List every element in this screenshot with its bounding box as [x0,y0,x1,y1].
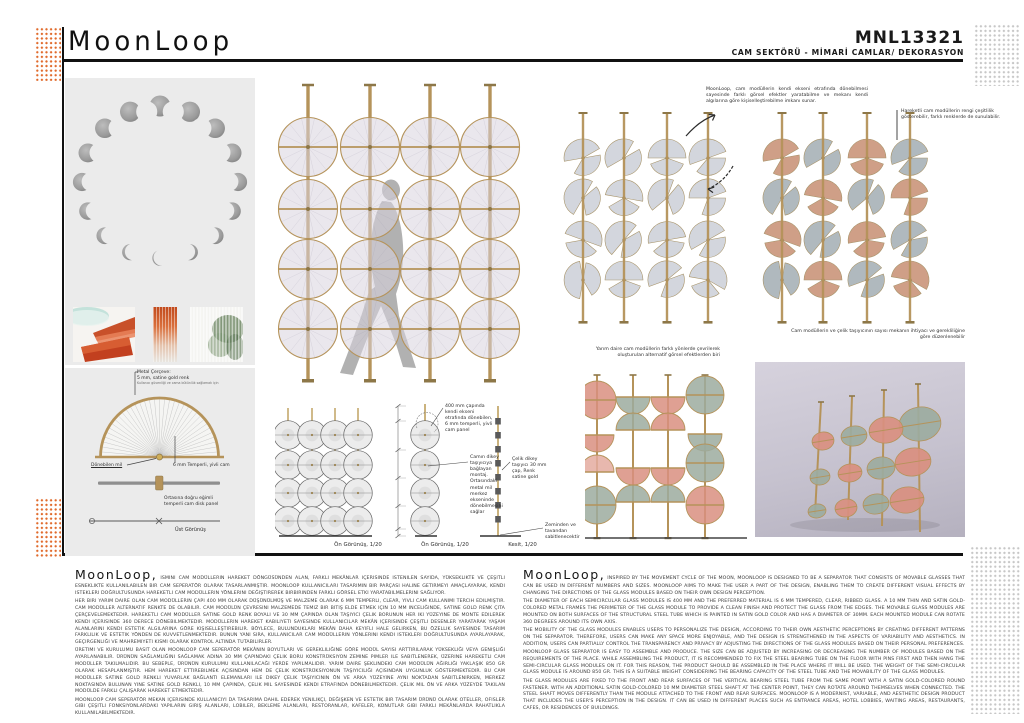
fan-top-view-label: Üst Görünüş [175,527,206,533]
category-subtitle: CAM SEKTÖRÜ - MİMARİ CAMLAR/ DEKORASYON [731,48,964,57]
steel-carrier-note: Çelik dikey taşıyıcı 30 mm çap, Renk satine gold [512,457,547,481]
dot-pattern-bottom-right [970,546,1020,714]
front-grid-scale-label: Ön Görünüş, 1/20 [334,542,382,548]
moon-panel [65,78,255,365]
material-photo-ribbed-orange [153,307,177,362]
front-single-scale-label: Ön Görünüş, 1/20 [421,542,469,548]
rotation-note: MoonLoop, cam modüllerin kendi ekseni etrafında dönebilmesi sayesinde farklı görsel efektler yaratabilme ve mekanı kendi algılarına göre kişiselleştirebilme imkanı sunar. [706,87,868,105]
logo: MoonLoop [68,26,234,58]
fan-pivot-label: Dönebilen mil [91,463,123,468]
color-note: Hareketli cam modüllerin rengi çeşitlilik gösterebilir, farklı renklerde de sunulabilir. [901,109,1001,121]
description-turkish: MoonLoop, ISMINI CAM MODÜLLERIN HAREKET DÖNGÜSÜNDEN ALAN, FARKLI MEKÂNLAR IÇERISINDE ISTENILEN SAYIDA, YÜKSEKLIKTE VE ÇEŞITLI ESNEKLIKTE KULLANILABILEN BIR CAM SEPERATÖR OLARAK TASARLANMIŞTIR. MOONLOOP KULLANICILARI TASARIMIN BIR PARÇASI HALINE GETIRMEYI AMAÇLAYARAK, KENDI ISTEKLERI DOĞRULTUSUNDA HAREKETLI CAM MODÜLLERIN YÖNLERINI DEĞIŞTIREREK BIRBIRINDEN FARKLI GÖRSEL ETKI YARATABILMELERINI SAĞLIYOR. HER BIRI YARIM DAIRE OLAN CAM MODÜLLERIN ÇAPI 400 MM OLARAK DÜŞÜNÜLMÜŞ VE MALZEME OLARAK 6 MM TEMPERLI, CLEAR, YIVLI CAM KULLANIMI TERCIH EDILMIŞTIR. CAM MODÜLLER ALTERNATIF RENKTE DE OLABILIR. CAM MODÜLÜN ÇEVRESINI MALZEMEDE TEMIZ BIR BITIŞ ELDE ETMEK IÇIN 10 MM INCELIĞINDE, SATINE GOLD RENK ÇITA ÇERÇEVELEMEKTEDIR. HAREKETLI CAM MODÜLLER SATINE GOLD RENK BOYALI VE 30 MM ÇAPINDA OLAN TAŞIYICI ÇELIK BORUNUN HER IKI YÜZEYINE DE MONTE EDILEREK KENDI IÇERISINDE 360 DERECE DÖNEBILMEKTEDIR. MODÜLLERIN HAREKET KABILIYETI SAYESINDE KULLANICILAR MEKÂN IÇERISINDE ÇEŞITLI DESENLER YARATARAK YAŞAM ALANLARINI KENDI ESTETIK ALGILARINA GÖRE KIŞISELLEŞTIREBILIR. BÖYLECE, BULUNDUKLARI MEKÂN DAHA KEYIFLI HALE GELIRKEN, BU ÖZELLIK SAYESINDE TASARIM FARKLILIK VE ESTETIK YÖNDEN DE KUVVETLENMEKTEDIR. BUNUN YANI SIRA, KULLANICILAR CAM MODÜLLERIN YÖNLERINI KENDI ISTEKLERI DOĞRULTUSUNDA AYARLAYARAK, GEÇIRGENLIĞI VE MAHREMIYETI KISMI OLARAK KONTROL ALTINDA TUTABILIRLER. ÜRETIMI VE KURULUMU BASIT OLAN MOONLOOP CAM SEPERATÖR MEKÂNIN BOYUTLARI VE GEREKLILIĞINE GÖRE MODÜL SAYISI ARTTIRILARAK YÜKSEKLIĞI VEYA GENIŞLIĞI AYARLANABILIR. ÜRÜNÜN SAĞLAMLIĞINI SAĞLAMAK ADINA 30 MM ÇAPINDAKI ÇELIK BORU KONSTRÜKSIYON ZEMINE PIMLER ILE SABITLENEREK, ÜZERINE HAREKETLI CAM MODÜLLER TAKILMALIDIR. BU SEBEPLE, ÜRÜNÜN KURULUMU KULLANILACAĞI YERDE YAPILMALIDIR. YARIM DAIRE ŞEKLINDEKI CAM MODÜLÜN AĞIRLIĞI YAKLAŞIK 850 GR OLARAK HESAPLANMIŞTIR. HEM HAREKET ETTIREBILMEK AÇISINDAN HEM DE ÇELIK KONSTRÜKSIYONUN TAŞIYICILIĞI AÇISINDAN UYGUNLUK GÖSTERMEKTEDIR. BU CAM MODÜLLER SATINE GOLD RENKLI YUVARLAK BAĞLANTI ELEMANLARI ILE DIKEY ÇELIK TAŞIYICININ ÖN VE ARKA YÜZEYINE AYNI NOKTADAN SABITLENIRKEN, MERKEZ NOKTASINDA BULUNAN YINE SATINE GOLD RENKLI, 10 MM ÇAPINDA, ÇELIK MIL SAYESINDE KENDI ETRAFINDA DÖNEBILMEKTEDIR. ÇELIK MIL ÖN VE ARKA YÜZEYDE TAKILAN MODÜLDE FARKLI ÇALIŞARAK HAREKET ETMEKTEDIR. MOONLOOP CAM SEPERATÖR MEKAN IÇERISINDE KULLANICIYI DA TASARIMA DAHIL EDEREK YENILIKÇI, DEĞIŞKEN VE ESTETIK BIR TASARIM ÜRÜNÜ OLARAK OTELLER, OFISLER GIBI ÇEŞITLI FONKSIYONLARDAKI YAPILARIN GIRIŞ ALANLARI, LOBILER, BEKLEME ALANLARI, RESTORANLAR, KAFELER, KONUTLAR GIBI FARKLI MEKÂNLARDA RAHATLIKLA KULLANILABILMEKTEDIR. [75,567,505,717]
header-rule [62,59,963,62]
fan-frame-label: Metal Çerçeve: 5 mm, satine gold renk Kullanıcı güvenliği ve cama bütünlük sağlamak için [137,370,219,386]
fan-glass-label: 6 mm Temperli, yivli cam [173,463,230,468]
panel-dimension-note: 400 mm çapında kendi ekseni etrafında dönebilen, 6 mm temperli, yivli cam panel [445,404,493,434]
left-border-rule [62,27,64,555]
turkish-lead: MoonLoop, [75,567,158,582]
material-photo-ribbed-plant [190,307,243,362]
alternative-arrangement-drawing [585,372,750,558]
fan-side-note: Ortasına doğru eğimli temperli cam disk panel [164,496,219,507]
mount-note: Camın dikey taşıyıcıya bağlayan montaj. Ortasındaki metal mil merkez ekseninde dönebilmesini sağlar [470,455,503,515]
fan-panel [65,368,255,556]
project-code: MNL13321 [854,28,964,48]
perspective-render [755,362,965,537]
description-english: MoonLoop, INSPIRED BY THE MOVEMENT CYCLE OF THE MOON, MOONLOOP IS DESIGNED TO BE A SEPARATOR THAT CONSISTS OF MOVABLE GLASSES THAT CAN BE USED IN DIFFERENT NUMBERS AND SIZES. MOONLOOP AIMS TO MAKE THE USER A PART OF THE DESIGN, ENABLING THEM TO CREATE DIFFERENT VISUAL EFFECTS BY CHANGING THE DIRECTIONS OF THE GLASS MODULES BASED ON THEIR OWN DESIGN PERCEPTION. THE DIAMETER OF EACH SEMICIRCULAR GLASS MODULES IS 400 MM AND THE PREFERRED MATERIAL IS 6 MM TEMPERED, CLEAR, RIBBED GLASS. A 10 MM THIN AND SATIN GOLD-COLORED METAL FRAMES THE PERIMETER OF THE GLASS MODULE TO PROVIDE A CLEAN FINISH AND PROTECT THE GLASS FROM THE EDGES. THE MOVABLE GLASS MODULES ARE MOUNTED ON BOTH SURFACES OF THE STRUCTURAL STEEL TUBE WHICH IS PAINTED IN SATIN GOLD COLOR AND HAS A DIAMETER OF 30MM. EACH MOUNTED MODULE CAN ROTATE 360 DEGREES AROUND ITS OWN AXIS. THE MOBILITY OF THE GLASS MODULES ENABLES USERS TO PERSONALIZE THE DESIGN, ACCORDING TO THEIR OWN AESTHETIC PERCEPTIONS BY CREATING DIFFERENT PATTERNS ON THE SEPARATOR. THEREFORE, USERS CAN MAKE ANY SPACE MORE ENJOYABLE, AND THE DESIGN IS STRENGTHENED IN THE ASPECTS OF VARIABILITY AND AESTHETICS. IN ADDITION, USERS CAN PARTIALLY CONTROL THE TRANSPARENCY AND PRIVACY BY ADJUSTING THE DIRECTIONS OF THE GLASS MODULES BASED ON THEIR PERSONAL PREFERENCES. MOONLOOP GLASS SEPARATOR IS EASY TO ASSEMBLE AND PRODUCE. THE SIZE CAN BE ADJUSTED BY INCREASING OR DECREASING THE NUMBER OF MODULES BASED ON THE REQUIREMENTS OF THE PLACE. WHILE ASSEMBLING THE PRODUCT, IT IS RECOMMENDED TO FIX THE STEEL BEARING TUBE ON THE FLOOR WITH PINS FIRST AND THEN HANG THE SEMI-CIRCULAR GLASS MODULES ON IT. FOR THIS REASON, THE PRODUCT SHOULD BE ASSEMBLED IN THE PLACE WHERE IT WILL BE USED. THE WEIGHT OF THE SEMI-CIRCULAR GLASS MODULE IS AROUND 850 GR. THIS IS A SUITABLE WEIGHT CONSIDERING THE BEARING CAPACITY OF THE STEEL TUBE AND THE MOVABILITY OF THE GLASS MODULES. THE GLASS MODULES ARE FIXED TO THE FRONT AND REAR SURFACES OF THE VERTICAL BEARING STEEL TUBE FROM THE SAME POINT WITH A SATIN GOLD-COLORED ROUND FASTENER. WITH AN ADDITIONAL SATIN GOLD-COLORED 10 MM DIAMETER STEEL SHAFT AT THE CENTER POINT, THEY CAN ROTATE AROUND THEMSELVES WHEN CONNECTED. THE STEEL SHAFT MOVES DIFFERENTLY THAN THE MODULE ATTACHED TO THE FRONT AND REAR SURFACES. MOONLOOP IS A MODERNIST, VARIABLE, AND AESTHETIC DESIGN PRODUCT THAT INCLUDES THE USER'S PERCEPTION IN THE DESIGN. IT CAN BE USED IN DIFFERENT PLACES SUCH AS ENTRANCE AREAS, HOTEL LOBBIES, WAITING AREAS, RESTAURANTS, CAFES, OR RESIDENCES OF BUILDINGS. [523,567,965,711]
dot-pattern-top-left [35,27,61,81]
section-scale-label: Kesit, 1/20 [508,542,537,548]
alternative-note: Yarım daire cam modüllerin farklı yönlerde çevrilerek oluşturulan alternatif görsel efektlerden biri [595,347,720,359]
floor-fixing-note: Zeminden ve tavandan sabitlenecektir [545,523,580,541]
material-photo-colored-glass [73,307,135,362]
dot-pattern-top-right [974,24,1020,86]
dot-pattern-bottom-left [35,498,61,558]
english-lead: MoonLoop, [523,567,606,582]
front-view-render [270,78,535,390]
count-note: Cam modüllerin ve çelik taşıyıcının sayısı mekanın ihtiyacı ve gerekliliğine göre düzenlenebilir [791,329,965,341]
